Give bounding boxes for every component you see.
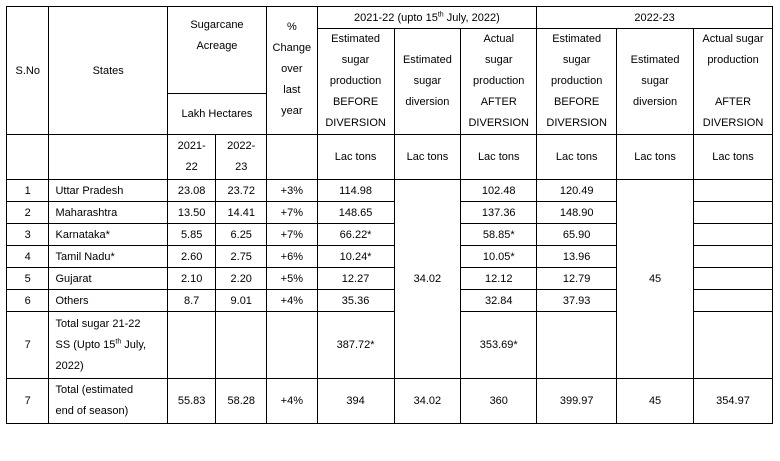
actual-prod-2122-cell: 102.48 — [461, 180, 537, 202]
state-cell: Uttar Pradesh — [49, 180, 167, 202]
year-2022-23-header — [216, 135, 267, 180]
unit-header: Lac tons — [537, 135, 617, 180]
est-prod-line: production — [329, 75, 382, 87]
season-2021-22-header: 2021-22 (upto 15th July, 2022) — [317, 7, 537, 29]
state-cell: Gujarat — [49, 268, 167, 290]
pct-line: % — [286, 21, 297, 33]
unit-header: Lac tons — [394, 135, 461, 180]
acreage-header — [167, 7, 266, 94]
acreage-2021-cell: 23.08 — [167, 180, 216, 202]
pct-change-cell: +3% — [267, 180, 318, 202]
est-prod-line: production — [550, 75, 603, 87]
est-div-line: sugar — [641, 75, 669, 87]
unit-header: Lac tons — [317, 135, 394, 180]
year-line: 2022- — [227, 140, 256, 152]
actual-prod-line: DIVERSION — [468, 117, 529, 129]
unit-header: Lac tons — [461, 135, 537, 180]
est-prod-2122-cell: 10.24* — [317, 246, 394, 268]
est-div-line: diversion — [405, 96, 450, 108]
actual-prod-header — [461, 29, 537, 135]
states-header: States — [49, 7, 167, 135]
acreage-2022-cell: 2.75 — [216, 246, 267, 268]
est-div-header — [394, 29, 461, 135]
unit-header: Lac tons — [694, 135, 773, 180]
est-prod-line: Estimated — [331, 33, 381, 45]
actual-prod2-line: Actual sugar — [702, 33, 764, 45]
pct-change-cell: +4% — [267, 379, 318, 424]
actual-prod-2223-cell — [694, 268, 773, 290]
est-prod-header — [317, 29, 394, 135]
acreage-2021-cell: 2.10 — [167, 268, 216, 290]
season1-sup: th — [437, 10, 444, 18]
est-prod-2122-cell: 148.65 — [317, 202, 394, 224]
est-div-line: diversion — [633, 96, 678, 108]
total-est-label — [49, 379, 167, 424]
year-line: 22 — [185, 161, 198, 173]
empty-cell — [267, 312, 318, 379]
unit-header: Lac tons — [617, 135, 694, 180]
sno-cell: 3 — [7, 224, 49, 246]
est-prod-2223-cell: 37.93 — [537, 290, 617, 312]
est-div-line: Estimated — [630, 54, 680, 66]
acreage-2021-cell: 2.60 — [167, 246, 216, 268]
est-div-line: sugar — [413, 75, 442, 87]
empty-cell — [49, 135, 167, 180]
actual-prod-2223-cell — [694, 224, 773, 246]
diversion-2122-merged: 34.02 — [394, 180, 461, 379]
est-prod-2223-cell: 13.96 — [537, 246, 617, 268]
empty-cell — [7, 135, 49, 180]
actual-prod-2223-cell — [694, 246, 773, 268]
sno-cell: 7 — [7, 379, 49, 424]
acreage-2021-cell: 55.83 — [167, 379, 216, 424]
est-prod-2122-cell: 394 — [317, 379, 394, 424]
total-est-line: end of season) — [55, 405, 129, 417]
acreage-2021-cell: 13.50 — [167, 202, 216, 224]
est-prod-line: BEFORE — [332, 96, 379, 108]
empty-cell — [216, 312, 267, 379]
pct-change-cell: +7% — [267, 224, 318, 246]
state-cell: Tamil Nadu* — [49, 246, 167, 268]
est-prod-2122-cell: 114.98 — [317, 180, 394, 202]
actual-prod-2122-cell: 32.84 — [461, 290, 537, 312]
est-prod-line: sugar — [341, 54, 370, 66]
pct-line: year — [281, 105, 303, 117]
pct-line: Change — [272, 42, 312, 54]
state-cell: Maharashtra — [49, 202, 167, 224]
actual-prod-line: Actual — [483, 33, 515, 45]
empty-cell — [537, 312, 617, 379]
year-line: 23 — [235, 161, 248, 173]
acreage-2022-cell: 14.41 — [216, 202, 267, 224]
acreage-2022-cell: 2.20 — [216, 268, 267, 290]
est-div-line: Estimated — [402, 54, 452, 66]
sno-cell: 1 — [7, 180, 49, 202]
actual-prod-2223-cell — [694, 180, 773, 202]
pct-line: last — [283, 84, 301, 96]
year-2021-22-header — [167, 135, 216, 180]
est-prod-2223-cell: 399.97 — [537, 379, 617, 424]
diversion-2223-merged: 45 — [617, 180, 694, 379]
empty-cell — [267, 135, 318, 180]
actual-prod-2223-cell: 354.97 — [694, 379, 773, 424]
est-prod-2223-cell: 120.49 — [537, 180, 617, 202]
acreage-2021-cell: 5.85 — [167, 224, 216, 246]
acreage-2021-cell: 8.7 — [167, 290, 216, 312]
est-prod-2122-cell: 66.22* — [317, 224, 394, 246]
est-prod-2122-cell: 12.27 — [317, 268, 394, 290]
sno-cell: 6 — [7, 290, 49, 312]
sno-cell: 4 — [7, 246, 49, 268]
actual-prod-2223-cell — [694, 290, 773, 312]
actual-prod-2122-cell: 353.69* — [461, 312, 537, 379]
pct-change-cell: +7% — [267, 202, 318, 224]
est-prod-line: Estimated — [552, 33, 602, 45]
empty-cell — [694, 312, 773, 379]
est-prod-2223-cell: 148.90 — [537, 202, 617, 224]
actual-prod-line: AFTER — [480, 96, 517, 108]
empty-cell — [167, 312, 216, 379]
pct-line: over — [281, 63, 303, 75]
actual-prod2-line: production — [707, 54, 759, 66]
acreage-2022-cell: 58.28 — [216, 379, 267, 424]
actual-prod-line: production — [473, 75, 525, 87]
acreage-2022-cell: 23.72 — [216, 180, 267, 202]
est-prod-line: DIVERSION — [546, 117, 607, 129]
diversion-2223-cell: 45 — [617, 379, 694, 424]
actual-prod-2122-cell: 58.85* — [461, 224, 537, 246]
est-prod-2122-cell: 35.36 — [317, 290, 394, 312]
actual-prod-2223-header — [694, 29, 773, 135]
pct-change-cell: +6% — [267, 246, 318, 268]
total-est-line: Total (estimated — [55, 384, 134, 396]
est-prod-2223-header — [537, 29, 617, 135]
actual-prod-2122-cell: 10.05* — [461, 246, 537, 268]
acreage-2022-cell: 9.01 — [216, 290, 267, 312]
sno-cell: 5 — [7, 268, 49, 290]
sugar-production-table — [6, 6, 773, 424]
est-prod-2223-cell: 12.79 — [537, 268, 617, 290]
acreage-2022-cell: 6.25 — [216, 224, 267, 246]
est-prod-2223-cell: 65.90 — [537, 224, 617, 246]
sno-cell: 7 — [7, 312, 49, 379]
sno-cell: 2 — [7, 202, 49, 224]
est-prod-line: DIVERSION — [325, 117, 386, 129]
actual-prod-2122-cell: 360 — [461, 379, 537, 424]
state-cell: Others — [49, 290, 167, 312]
est-prod-line: sugar — [562, 54, 591, 66]
actual-prod-2122-cell: 137.36 — [461, 202, 537, 224]
state-cell: Karnataka* — [49, 224, 167, 246]
sno-header: S.No — [7, 7, 49, 135]
total-est-row — [7, 379, 773, 424]
total-ss-label: Total sugar 21-22 SS (Upto 15th July, 2022) — [49, 312, 167, 379]
pct-change-cell: +5% — [267, 268, 318, 290]
actual-prod-line: sugar — [484, 54, 513, 66]
est-div-2223-header — [617, 29, 694, 135]
diversion-2122-cell: 34.02 — [394, 379, 461, 424]
est-prod-2122-cell: 387.72* — [317, 312, 394, 379]
after-div-line: DIVERSION — [702, 117, 764, 129]
actual-prod-2223-cell — [694, 202, 773, 224]
after-div-line: AFTER — [714, 96, 752, 108]
acreage-line: Sugarcane — [190, 19, 244, 31]
acreage-unit-header: Lakh Hectares — [167, 94, 266, 135]
year-line: 2021- — [177, 140, 206, 152]
pct-change-cell: +4% — [267, 290, 318, 312]
pct-change-header — [267, 7, 318, 135]
acreage-line: Acreage — [196, 40, 238, 52]
actual-prod-2122-cell: 12.12 — [461, 268, 537, 290]
table-row — [7, 180, 773, 202]
est-prod-line: BEFORE — [554, 96, 600, 108]
season-2022-23-header: 2022-23 — [537, 7, 773, 29]
